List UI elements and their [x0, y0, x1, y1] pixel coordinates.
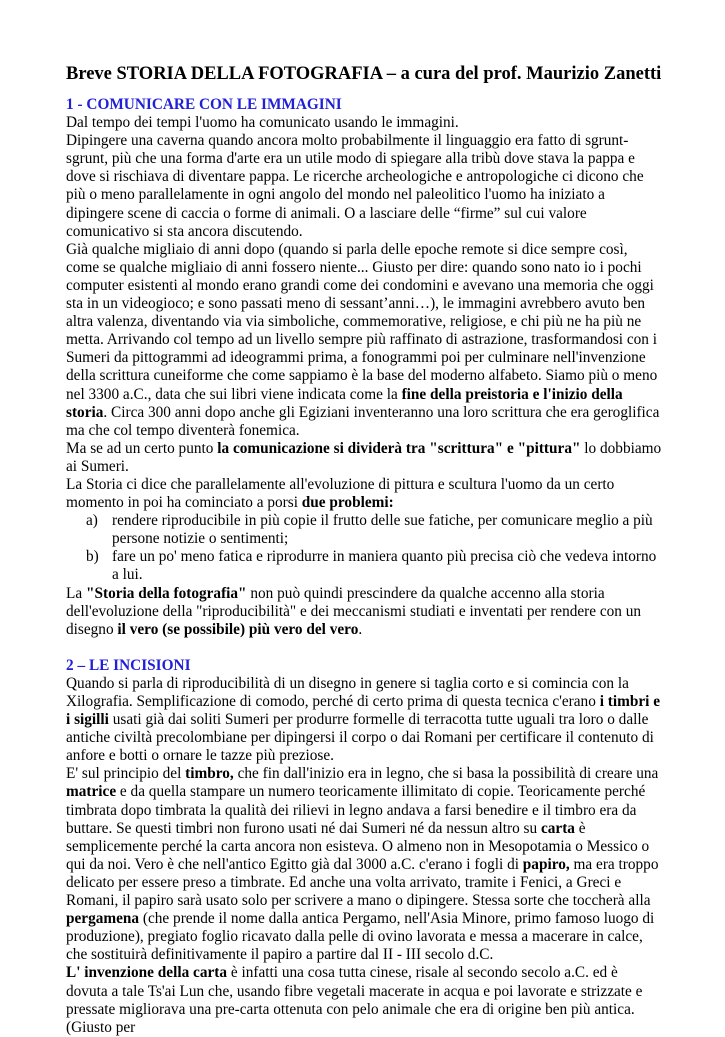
text-run: Ma se ad un certo punto	[66, 439, 218, 457]
text-run: (che prende il nome dalla antica Pergamo, nell'Asia Minore, primo famoso luogo di produzione), pregiato foglio ricavato dalla pelle di ovino lavorata e messa a macerare in calce, che sostituirà definitivamente il papiro a partire dal II - III secolo d.C.	[66, 910, 655, 964]
paragraph	[66, 765, 663, 964]
bold-text: L' invenzione della carta	[66, 964, 228, 982]
text-run: La	[66, 584, 86, 602]
paragraph	[66, 476, 663, 512]
section-heading-1: 1 - COMUNICARE CON LE IMMAGINI	[66, 96, 342, 113]
paragraph: Dipingere una caverna quando ancora molto probabilmente il linguaggio era fatto di sgrunt-sgrunt, più che una forma d'arte era un utile modo di spiegare alla tribù dove stava la pappa e dove si rischiava di diventare pappa. Le ricerche archeologiche e antropologiche ci dicono che più o meno parallelamente in ogni angolo del mondo nel paleolitico l'uomo ha iniziato a dipingere scene di caccia o forme di animali. O a lasciare delle “firme” sul cui valore comunicativo si sta ancora discutendo.	[66, 132, 644, 240]
text-run: . Circa 300 anni dopo anche gli Egiziani inventeranno una loro scrittura che era geroglifica ma che col tempo diventerà fonemica.	[66, 403, 660, 439]
bold-text: matrice	[66, 783, 117, 801]
bold-text: "Storia della fotografia"	[85, 584, 247, 602]
problems-list	[66, 512, 663, 584]
text-run: è semplicemente perché la carta ancora non esisteva. O almeno non in Mesopotamia o Messico o qui da noi. Vero è che nell'antico Egitto già dal 3000 a.C. c'erano i fogli di	[66, 819, 650, 873]
bold-text: due problemi:	[301, 494, 394, 512]
paragraph	[66, 675, 663, 765]
bold-text: carta	[540, 819, 575, 837]
bold-text: pergamena	[66, 910, 140, 928]
text-run: lo dobbiamo ai Sumeri.	[66, 439, 662, 475]
text-run: e da quella stampare un numero teoricamente illimitato di copie. Teoricamente perché timbrata dopo timbrata la qualità dei rilievi in legno andava a farsi benedire e il timbro era da buttare. Se questi timbri non furono usati né dai Sumeri né da nessun altro su	[66, 783, 646, 837]
text-run: .	[358, 620, 363, 638]
bold-text: papiro,	[522, 855, 570, 873]
list-marker: a)	[86, 512, 98, 530]
bold-text: i timbri e i sigilli	[66, 693, 661, 729]
text-run: Già qualche migliaio di anni dopo (quando si parla delle epoche remote si dice sempre così, come se qualche migliaio di anni fossero niente... Giusto per dire: quando sono nato io i pochi computer esistenti al mondo erano grandi come dei condomini e avevano una memoria che oggi sta in un videogioco; e sono passati meno di sessant’anni…), le immagini avrebbero avuto ben altra valenza, diventando via via simboliche, commemorative, religiose, e chi più ne ha più ne metta. Arrivando col tempo ad un livello sempre più raffinato di astrazione, trasformandosi con i Sumeri da pittogrammi ad ideogrammi prima, a fonogrammi poi per culminare nell'invenzione della scrittura cuneiforme che come sappiamo è la base del moderno alfabeto. Siamo più o meno nel 3300 a.C., data che sui libri viene indicata come la	[66, 240, 658, 403]
text-run: E' sul principio del	[66, 765, 186, 783]
paragraph	[66, 241, 663, 440]
list-marker: b)	[86, 548, 99, 566]
bold-text: timbro,	[185, 765, 234, 783]
text-run: ma era troppo delicato per essere preso a timbrate. Ed anche una volta arrivato, tramite i Fenici, a Greci e Romani, il papiro sarà usato solo per scrivere a mano o dipingere. Stessa sorte che toccherà alla	[66, 855, 659, 910]
paragraph	[66, 440, 663, 476]
bold-text: fine della preistoria e l'inizio della storia	[66, 385, 623, 421]
bold-text: il vero (se possibile) più vero del vero	[117, 620, 359, 638]
section-incisioni	[66, 657, 663, 1037]
paragraph	[66, 585, 663, 639]
bold-text: la comunicazione si dividerà tra "scrittura" e "pittura"	[217, 439, 581, 457]
list-item-text: fare un po' meno fatica e riprodurre in maniera quanto più precisa ciò che vedeva intorno a lui.	[112, 548, 657, 584]
section-comunicare	[66, 96, 663, 639]
text-run: è infatti una cosa tutta cinese, risale al secondo secolo a.C. ed è dovuta a tale Ts'ai Lun che, usando fibre vegetali macerate in acqua e poi lavorate e strizzate e pressate migliorava una pre-carta ottenuta con pelo animale che era di origine ben più antica. (Giusto per	[66, 964, 643, 1036]
paragraph	[66, 964, 663, 1036]
text-run: usati già dai soliti Sumeri per produrre formelle di terracotta tutte uguali tra loro o dalle antiche civiltà precolombiane per dipingersi il corpo o dai Romani per certificare il contenuto di anfore e botti o ornare le tazze più preziose.	[66, 711, 654, 765]
list-item-text: rendere riproducibile in più copie il frutto delle sue fatiche, per comunicare meglio a più persone notizie o sentimenti;	[112, 512, 653, 548]
list-item	[66, 512, 663, 548]
text-run: La Storia ci dice che parallelamente all'evoluzione di pittura e scultura l'uomo da un certo momento in poi ha cominciato a porsi	[66, 475, 615, 512]
list-item	[66, 548, 663, 584]
document-title: Breve STORIA DELLA FOTOGRAFIA – a cura del prof. Maurizio Zanetti	[66, 64, 662, 84]
text-run: che fin dall'inizio era in legno, che si basa la possibilità di creare una	[233, 765, 659, 783]
text-run: Quando si parla di riproducibilità di un disegno in genere si taglia corto e si comincia con la Xilografia. Semplificazione di comodo, perché di certo prima di questa tecnica c'erano	[66, 674, 629, 710]
paragraph: Dal tempo dei tempi l'uomo ha comunicato usando le immagini.	[66, 114, 459, 132]
section-heading-2: 2 – LE INCISIONI	[66, 656, 191, 674]
text-run: non può quindi prescindere da qualche accenno alla storia dell'evoluzione della "riproducibilità" e dei meccanismi studiati e inventati per rendere con un disegno	[66, 584, 642, 638]
